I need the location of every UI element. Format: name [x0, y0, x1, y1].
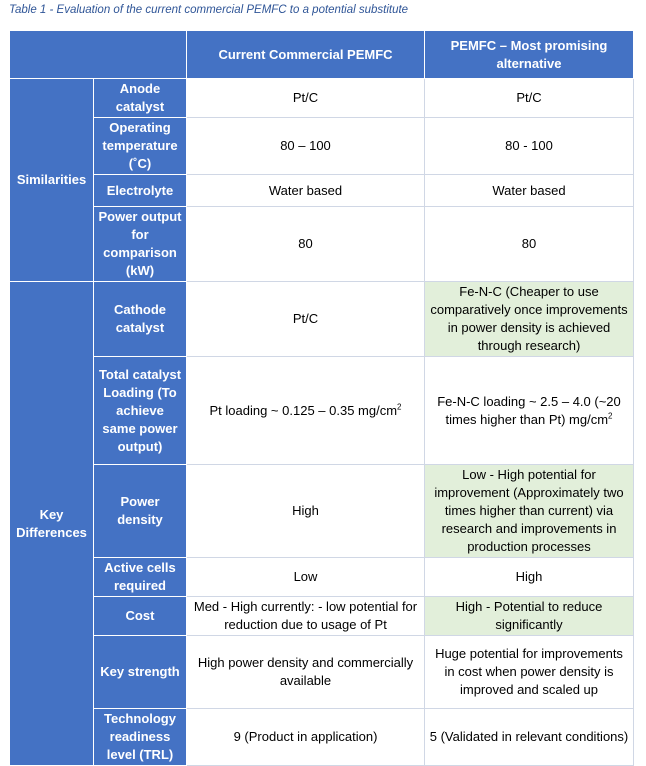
table-row [10, 597, 634, 636]
table-row [10, 465, 634, 558]
row-attribute: Active cells required [94, 558, 187, 597]
header-alternative: PEMFC – Most promising alternative [425, 31, 634, 79]
row-attribute: Operating temperature (˚C) [94, 118, 187, 175]
evaluation-table [9, 30, 634, 766]
table-row [10, 79, 634, 118]
row-attribute: Cathode catalyst [94, 282, 187, 357]
alternative-loading-text: Fe-N-C loading ~ 2.5 – 4.0 (~20 times higher than Pt) mg/cm [437, 393, 621, 427]
table-row [10, 636, 634, 709]
row-attribute: Electrolyte [94, 175, 187, 207]
row-current-value: High power density and commercially available [187, 636, 425, 709]
row-current-value: High [187, 465, 425, 558]
row-alternative-value: Low - High potential for improvement (Approximately two times higher than current) via research and improvements in production processes [425, 465, 634, 558]
row-attribute: Total catalyst Loading (To achieve same power output) [94, 357, 187, 465]
table-row [10, 207, 634, 282]
group-similarities: Similarities [10, 79, 94, 282]
row-alternative-value: Huge potential for improvements in cost when power density is improved and scaled up [425, 636, 634, 709]
row-alternative-value: High - Potential to reduce significantly [425, 597, 634, 636]
header-current: Current Commercial PEMFC [187, 31, 425, 79]
row-current-value: 80 [187, 207, 425, 282]
table-header-row [10, 31, 634, 79]
table-row [10, 558, 634, 597]
row-current-value: Pt/C [187, 282, 425, 357]
row-alternative-value: 80 - 100 [425, 118, 634, 175]
table-row [10, 282, 634, 357]
current-loading-text: Pt loading ~ 0.125 – 0.35 mg/cm [209, 402, 398, 418]
row-attribute: Power density [94, 465, 187, 558]
row-alternative-value: High [425, 558, 634, 597]
table-row [10, 357, 634, 465]
row-alternative-value: Water based [425, 175, 634, 207]
row-attribute: Power output for comparison (kW) [94, 207, 187, 282]
row-current-value: 9 (Product in application) [187, 709, 425, 766]
group-key-differences: Key Differences [10, 282, 94, 766]
row-current-value [187, 357, 425, 465]
row-current-value: 80 – 100 [187, 118, 425, 175]
row-alternative-value: Pt/C [425, 79, 634, 118]
row-attribute: Anode catalyst [94, 79, 187, 118]
header-corner-cell [10, 31, 187, 79]
table-row [10, 118, 634, 175]
row-attribute: Key strength [94, 636, 187, 709]
row-current-value: Med - High currently: - low potential for reduction due to usage of Pt [187, 597, 425, 636]
row-alternative-value [425, 357, 634, 465]
row-alternative-value: 80 [425, 207, 634, 282]
row-alternative-value: 5 (Validated in relevant conditions) [425, 709, 634, 766]
unit-superscript: 2 [397, 402, 402, 412]
row-current-value: Low [187, 558, 425, 597]
row-attribute: Technology readiness level (TRL) [94, 709, 187, 766]
row-current-value: Pt/C [187, 79, 425, 118]
row-current-value: Water based [187, 175, 425, 207]
table-row [10, 709, 634, 766]
unit-superscript: 2 [608, 411, 613, 421]
row-attribute: Cost [94, 597, 187, 636]
table-caption: Table 1 - Evaluation of the current commercial PEMFC to a potential substitute [9, 4, 409, 16]
row-alternative-value: Fe-N-C (Cheaper to use comparatively once improvements in power density is achieved through research) [425, 282, 634, 357]
table-row [10, 175, 634, 207]
